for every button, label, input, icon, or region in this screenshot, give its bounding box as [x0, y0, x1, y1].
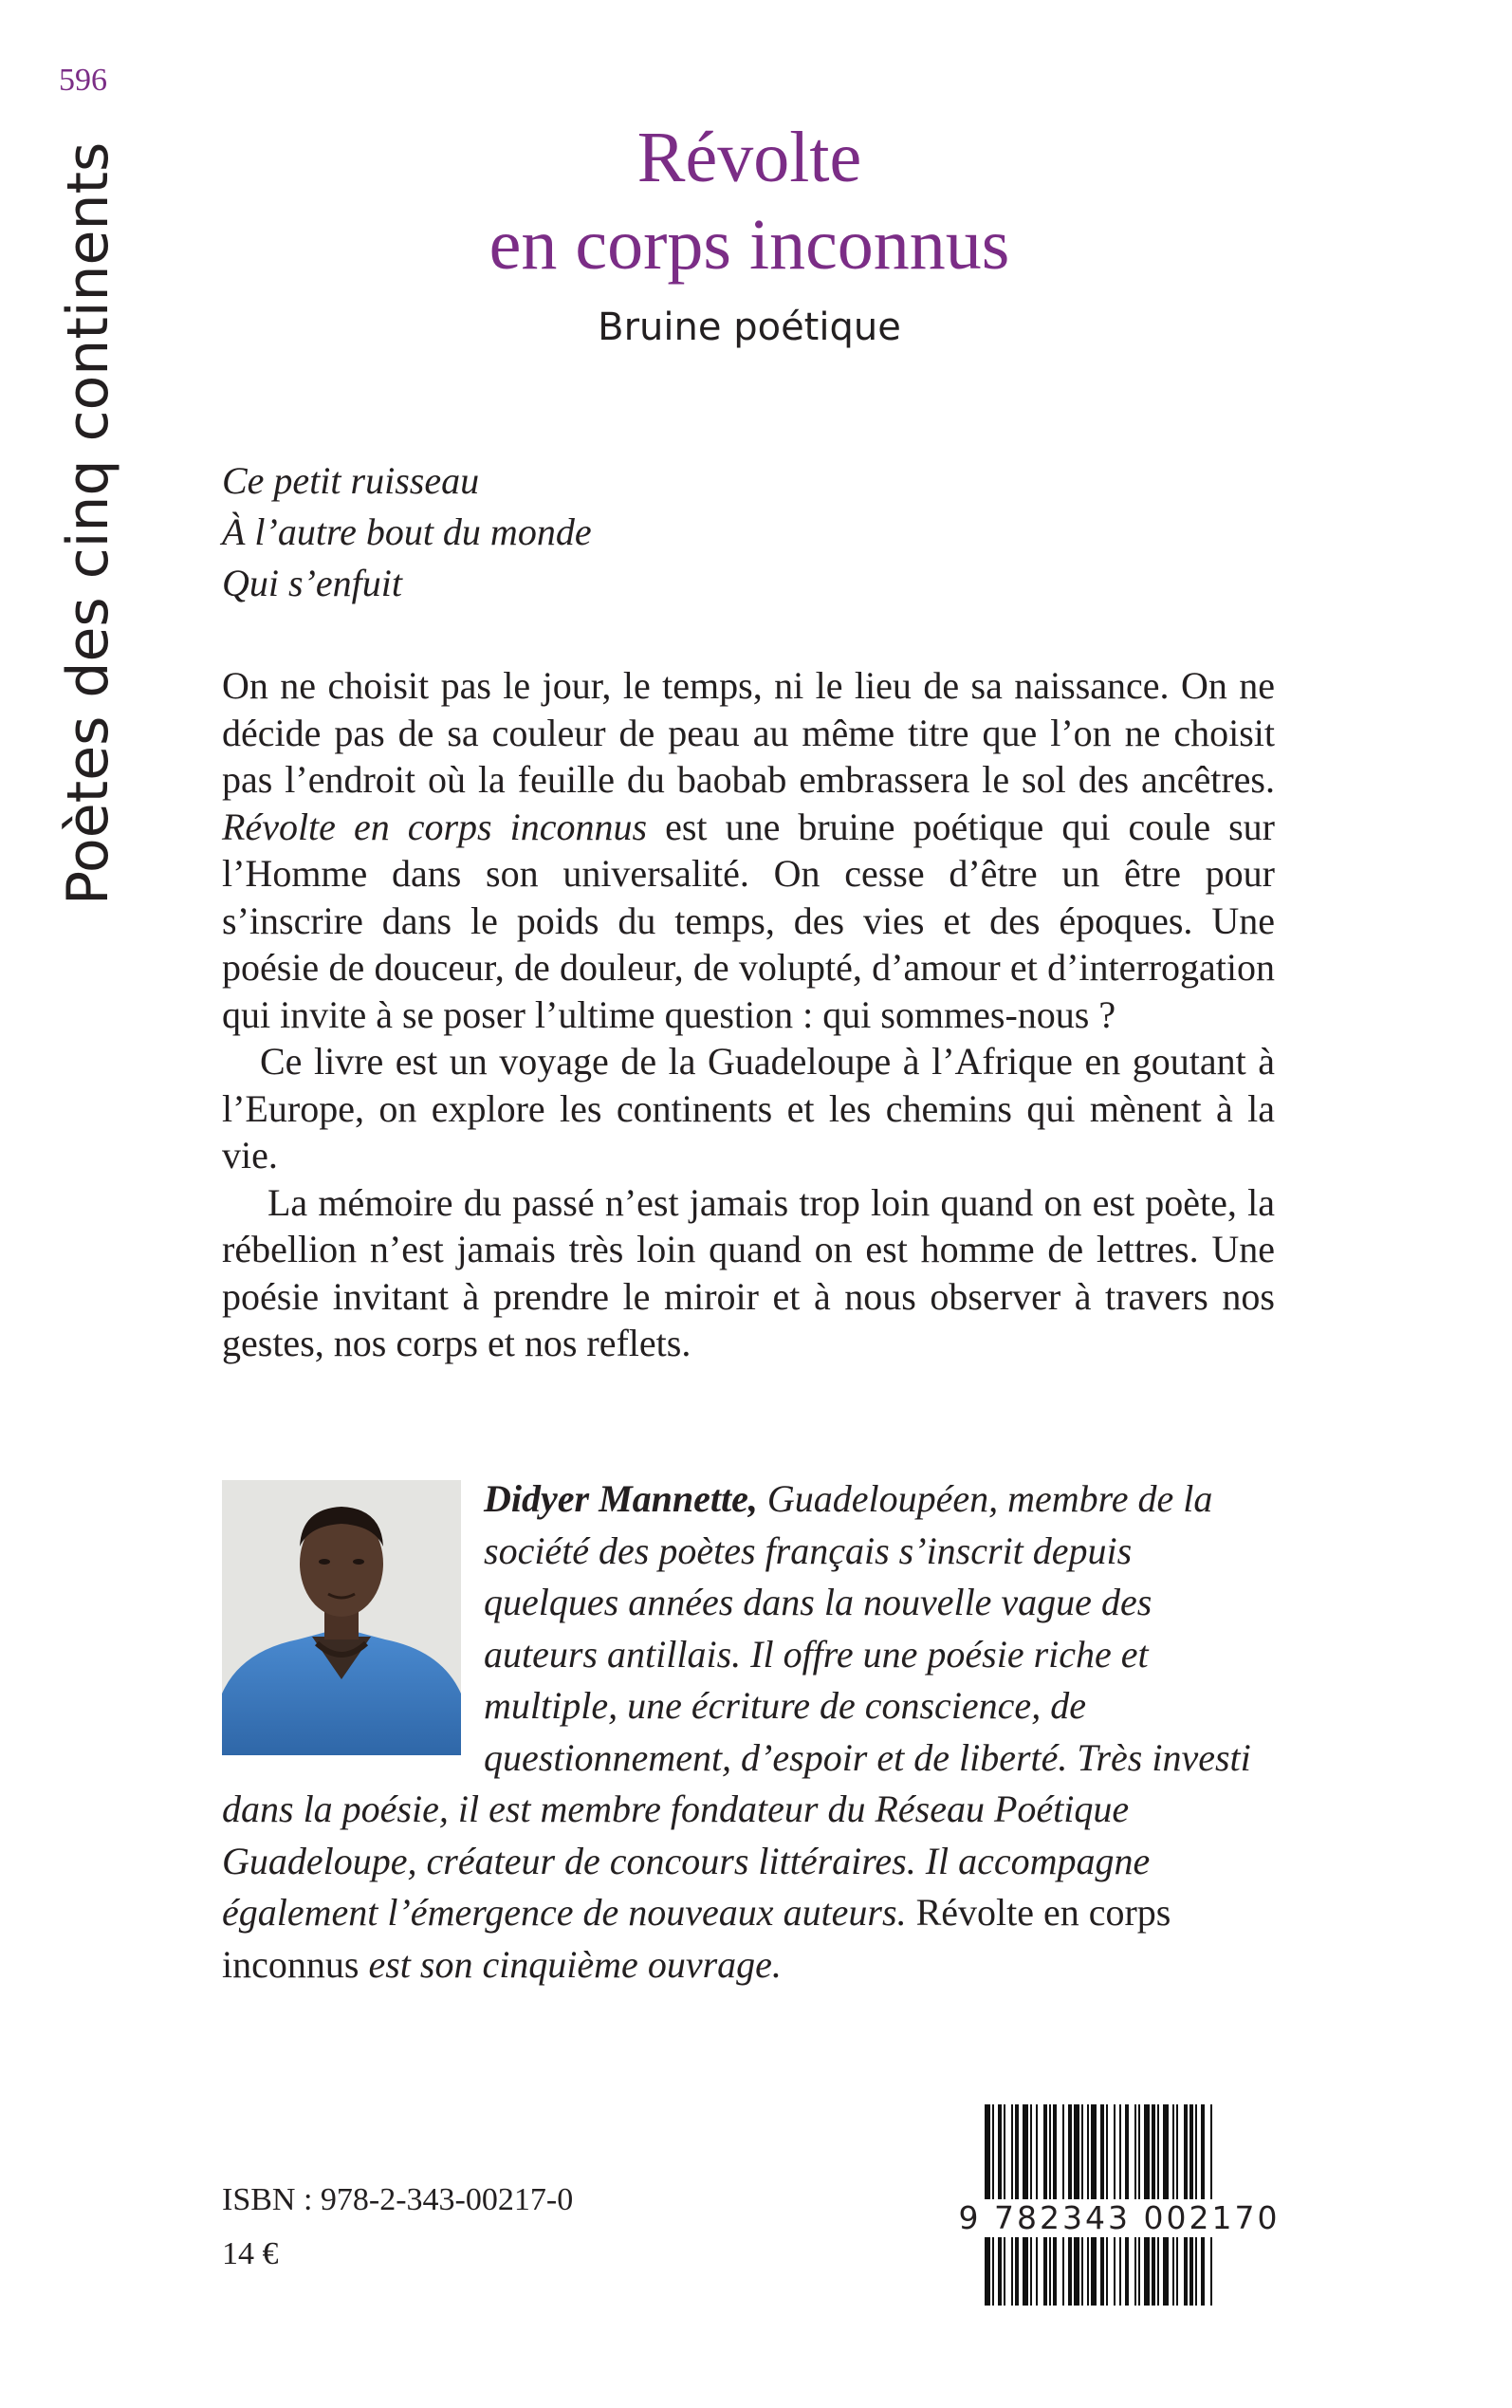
blurb-paragraph-2: Ce livre est un voyage de la Guadeloupe à l’Afrique en goutant à l’Europe, on explore les continents et les chemins qui mènent à la vie.: [222, 1040, 1275, 1176]
subtitle: Bruine poétique: [598, 306, 901, 349]
author-name: Didyer Mannette,: [484, 1477, 758, 1520]
blurb-paragraph-3: La mémoire du passé n’est jamais trop loin quand on est poète, la rébellion n’est jamais très loin quand on est homme de lettres. Une poésie invitant à prendre le miroir et à nous observer à travers nos gestes, nos corps et nos reflets.: [222, 1180, 1275, 1364]
blurb: [222, 662, 1275, 1367]
epigraph-line: Ce petit ruisseau: [222, 459, 480, 502]
bio-book-title: Révolte en corps inconnus: [222, 1891, 1171, 1986]
epigraph: [222, 455, 592, 609]
series-name: Poètes des cinq continents: [55, 142, 121, 906]
price: 14 €: [222, 2236, 279, 2271]
isbn: ISBN : 978-2-343-00217-0: [222, 2182, 574, 2217]
title-line-2: en corps inconnus: [489, 205, 1010, 285]
title-line-1: Révolte: [636, 118, 862, 197]
epigraph-line: Qui s’enfuit: [222, 562, 402, 604]
series-number: 596: [59, 63, 107, 98]
bio-text: Guadeloupéen, membre de la société des poètes français s’inscrit depuis quelques années dans la nouvelle vague des auteurs antillais. Il offre une poésie riche et multiple, une écriture de conscience, de questionnement, d’espoir et de liberté. Très investi dans la poésie, il est membre fondateur du Réseau Poétique Guadeloupe, créateur de concours littéraires. Il accompagne également l’émergence de nouveaux auteurs.: [222, 1477, 1251, 1934]
blurb-text: est une bruine poétique qui coule sur l’Homme dans son universalité. On cesse d’être un être pour s’inscrire dans le poids du temps, des vies et des époques. Une poésie de douceur, de douleur, de volupté, d’amour et d’interrogation qui invite à se poser l’ultime question : qui sommes-nous ?: [222, 805, 1275, 1036]
photo-spacer: [222, 1473, 484, 1749]
author-bio: [222, 1473, 1275, 1991]
barcode-digits: 9 782343 002170: [958, 2199, 1281, 2236]
epigraph-line: À l’autre bout du monde: [222, 510, 592, 553]
blurb-paragraph-1: [222, 662, 1275, 1038]
blurb-text: On ne choisit pas le jour, le temps, ni le lieu de sa naissance. On ne décide pas de sa couleur de peau au même titre que l’on ne choisit pas l’endroit où la feuille du baobab embrassera le sol des ancêtres.: [222, 664, 1275, 801]
blurb-book-title: Révolte en corps inconnus: [222, 805, 648, 848]
book-title: [389, 114, 1110, 288]
bio-text: est son cinquième ouvrage.: [359, 1942, 782, 1986]
